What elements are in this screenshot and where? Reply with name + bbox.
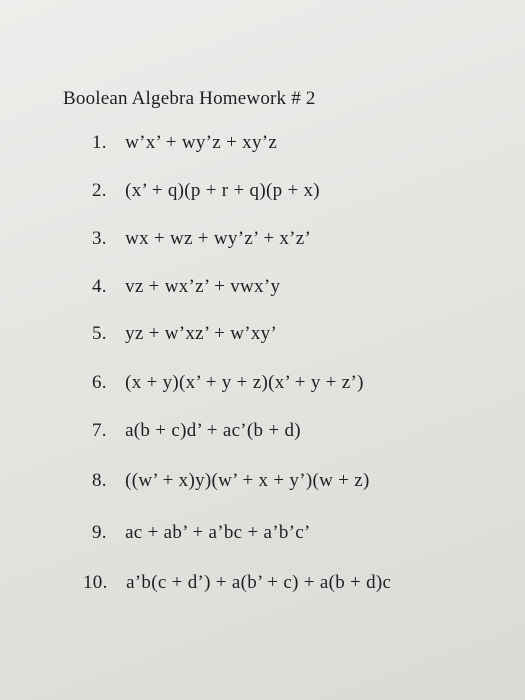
- problem-expression: ac + ab’ + a’bc + a’b’c’: [125, 522, 311, 543]
- problem-number: 9.: [92, 522, 107, 543]
- problem-expression: a’b(c + d’) + a(b’ + c) + a(b + d)c: [126, 572, 392, 593]
- problem-number: 3.: [92, 228, 107, 249]
- problem-expression: ((w’ + x)y)(w’ + x + y’)(w + z): [125, 470, 370, 491]
- problem-10: [83, 572, 392, 594]
- problem-7: [92, 420, 301, 442]
- problem-2: [92, 180, 320, 202]
- problem-5: [92, 323, 277, 345]
- problem-expression: w’x’ + wy’z + xy’z: [125, 132, 278, 153]
- problem-number: 7.: [92, 420, 107, 441]
- problem-9: [92, 522, 311, 544]
- problem-4: [92, 276, 280, 298]
- problem-expression: (x’ + q)(p + r + q)(p + x): [125, 180, 320, 201]
- problem-number: 2.: [92, 180, 107, 201]
- problem-expression: a(b + c)d’ + ac’(b + d): [125, 420, 301, 441]
- page-title: Boolean Algebra Homework # 2: [63, 88, 316, 109]
- problem-number: 1.: [92, 132, 107, 153]
- problem-number: 4.: [92, 276, 107, 297]
- problem-1: [92, 132, 277, 154]
- problem-number: 5.: [92, 323, 107, 344]
- problem-expression: vz + wx’z’ + vwx’y: [125, 276, 281, 297]
- problem-expression: yz + w’xz’ + w’xy’: [125, 323, 278, 344]
- problem-number: 6.: [92, 372, 107, 393]
- problem-expression: (x + y)(x’ + y + z)(x’ + y + z’): [125, 372, 364, 393]
- problem-number: 10.: [83, 572, 108, 593]
- problem-8: [92, 470, 370, 492]
- problem-number: 8.: [92, 470, 107, 491]
- problem-expression: wx + wz + wy’z’ + x’z’: [125, 228, 312, 249]
- problem-6: [92, 372, 364, 394]
- problem-3: [92, 228, 311, 250]
